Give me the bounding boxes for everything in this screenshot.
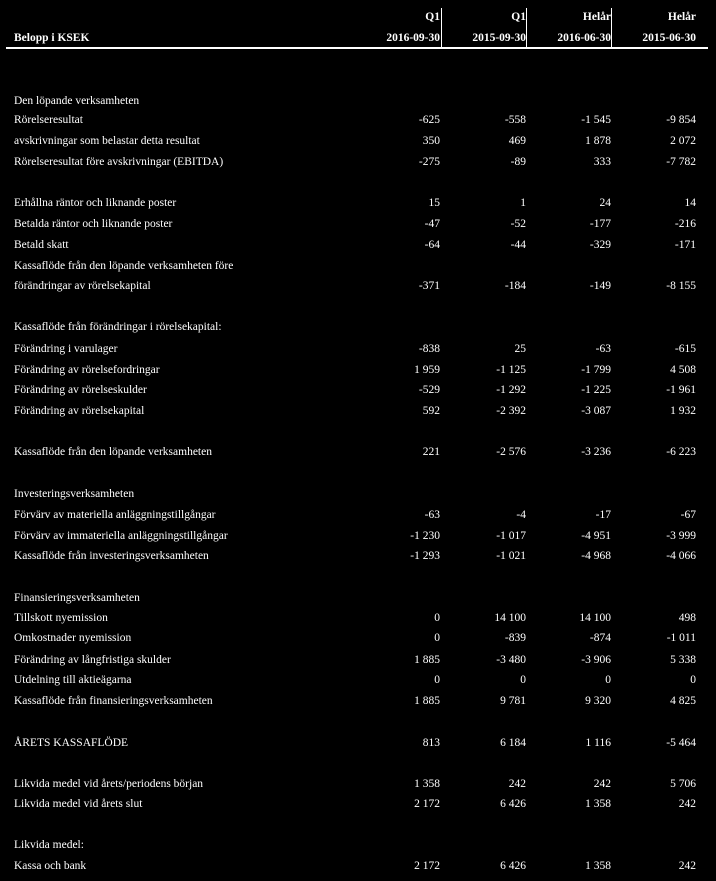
row-value-col-3	[527, 257, 611, 275]
row-value-col-4: 0	[690, 674, 696, 686]
row-value-col-1: 1 885	[414, 695, 440, 707]
row-value-col-3: -1 799	[581, 364, 611, 376]
row-value-col-1: 592	[422, 405, 440, 417]
row-value-col-4: -5 464	[666, 737, 696, 749]
row-label: Förändring av rörelseskulder	[14, 384, 147, 396]
date-col-3: 2016-06-30	[557, 32, 611, 44]
row-label: Tillskott nyemission	[14, 612, 108, 624]
row-value-col-1	[356, 485, 440, 503]
table-row	[0, 92, 716, 110]
row-label: Kassaflöde från investeringsverksamheten	[14, 550, 209, 562]
row-value-col-2: -2 576	[496, 446, 526, 458]
row-value-col-4: 5 706	[670, 778, 696, 790]
period-col-1: Q1	[425, 11, 440, 23]
column-divider	[441, 8, 442, 48]
table-row	[0, 795, 716, 813]
row-value-col-4	[612, 589, 696, 607]
row-value-col-3: 9 320	[585, 695, 611, 707]
table-row	[0, 629, 716, 647]
row-value-col-2: 6 426	[500, 798, 526, 810]
row-value-col-4: -615	[674, 343, 696, 355]
row-value-col-3: -149	[589, 280, 611, 292]
row-value-col-4: 4 825	[670, 695, 696, 707]
row-label: ÅRETS KASSAFLÖDE	[14, 737, 129, 749]
row-value-col-4	[612, 318, 696, 336]
column-divider	[611, 8, 612, 48]
row-value-col-2: -1 125	[496, 364, 526, 376]
table-row	[0, 692, 716, 710]
row-value-col-1	[356, 589, 440, 607]
row-label: Likvida medel:	[14, 839, 84, 851]
row-value-col-2: -4	[516, 509, 526, 521]
row-value-col-1	[356, 318, 440, 336]
date-col-1: 2016-09-30	[386, 32, 440, 44]
row-value-col-4: 2 072	[670, 135, 696, 147]
row-value-col-1: 2 172	[414, 860, 440, 872]
row-value-col-3	[527, 92, 611, 110]
row-label: Likvida medel vid årets/periodens början	[14, 778, 204, 790]
row-value-col-4	[612, 257, 696, 275]
table-row	[0, 153, 716, 171]
row-value-col-3	[527, 589, 611, 607]
row-value-col-4	[612, 92, 696, 110]
row-value-col-4: -4 066	[666, 550, 696, 562]
row-value-col-1: 1 358	[414, 778, 440, 790]
row-value-col-2: -2 392	[496, 405, 526, 417]
row-value-col-3: -874	[589, 632, 611, 644]
row-value-col-1: -1 230	[410, 530, 440, 542]
row-value-col-2	[442, 92, 526, 110]
row-value-col-3: -177	[589, 218, 611, 230]
table-row	[0, 257, 716, 275]
row-value-col-4: 5 338	[670, 654, 696, 666]
row-value-col-1	[356, 257, 440, 275]
table-row	[0, 236, 716, 254]
row-label: Omkostnader nyemission	[14, 632, 132, 644]
row-label: Finansieringsverksamheten	[14, 592, 140, 604]
row-value-col-2: -839	[504, 632, 526, 644]
row-value-col-1: 1 885	[414, 654, 440, 666]
row-value-col-1: 2 172	[414, 798, 440, 810]
table-row	[0, 734, 716, 752]
row-value-col-3: 1 358	[585, 860, 611, 872]
row-label: Den löpande verksamheten	[14, 95, 140, 107]
row-value-col-1: 15	[428, 197, 440, 209]
table-row	[0, 857, 716, 875]
row-value-col-3: -329	[589, 239, 611, 251]
table-row	[0, 527, 716, 545]
row-label: Betalda räntor och liknande poster	[14, 218, 173, 230]
row-value-col-1: 1 959	[414, 364, 440, 376]
row-value-col-1: -275	[418, 156, 440, 168]
row-value-col-1: -371	[418, 280, 440, 292]
row-value-col-3: 0	[605, 674, 611, 686]
row-value-col-2: -1 292	[496, 384, 526, 396]
row-value-col-3: 242	[593, 778, 611, 790]
table-row	[0, 775, 716, 793]
row-label: Investeringsverksamheten	[14, 488, 135, 500]
row-value-col-2	[442, 485, 526, 503]
table-row	[0, 215, 716, 233]
table-row	[0, 277, 716, 295]
row-value-col-2: 0	[520, 674, 526, 686]
row-label: Förändring av långfristiga skulder	[14, 654, 171, 666]
row-value-col-4: -8 155	[666, 280, 696, 292]
row-value-col-1: 0	[434, 632, 440, 644]
row-label: avskrivningar som belastar detta resultat	[14, 135, 200, 147]
table-row	[0, 194, 716, 212]
period-col-2: Q1	[511, 11, 526, 23]
row-value-col-3: -17	[595, 509, 611, 521]
row-value-col-1: 221	[422, 446, 440, 458]
row-label: Kassaflöde från den löpande verksamheten	[14, 446, 212, 458]
row-value-col-4: 242	[678, 860, 696, 872]
row-value-col-3	[527, 318, 611, 336]
row-value-col-2	[442, 589, 526, 607]
row-value-col-2: -3 480	[496, 654, 526, 666]
row-label: Likvida medel vid årets slut	[14, 798, 143, 810]
table-row	[0, 506, 716, 524]
row-value-col-2: 242	[508, 778, 526, 790]
row-label: Betald skatt	[14, 239, 69, 251]
row-value-col-4: 14	[684, 197, 696, 209]
row-label: Kassa och bank	[14, 860, 87, 872]
row-value-col-3: 333	[593, 156, 611, 168]
row-value-col-2: 9 781	[500, 695, 526, 707]
table-row	[0, 443, 716, 461]
row-value-col-3: -3 236	[581, 446, 611, 458]
date-col-2: 2015-09-30	[472, 32, 526, 44]
row-value-col-1: 0	[434, 612, 440, 624]
row-value-col-1: 813	[422, 737, 440, 749]
table-row	[0, 318, 716, 336]
table-row	[0, 111, 716, 129]
row-value-col-4: -6 223	[666, 446, 696, 458]
table-row	[0, 361, 716, 379]
row-value-col-2: -1 021	[496, 550, 526, 562]
row-label: Förvärv av materiella anläggningstillgångar	[14, 509, 216, 521]
row-label: Förvärv av immateriella anläggningstillgångar	[14, 530, 228, 542]
row-value-col-1	[356, 836, 440, 854]
row-value-col-2: -44	[510, 239, 526, 251]
row-label: Förändring av rörelsekapital	[14, 405, 145, 417]
row-value-col-3: 1 878	[585, 135, 611, 147]
row-value-col-2	[442, 257, 526, 275]
row-value-col-3: 1 358	[585, 798, 611, 810]
table-row	[0, 402, 716, 420]
period-col-3: Helår	[582, 11, 611, 23]
period-col-4: Helår	[667, 11, 696, 23]
row-label: Erhållna räntor och liknande poster	[14, 197, 177, 209]
row-value-col-2: -89	[510, 156, 526, 168]
row-value-col-1: -529	[418, 384, 440, 396]
table-row	[0, 340, 716, 358]
table-row	[0, 485, 716, 503]
row-value-col-1: -625	[418, 114, 440, 126]
row-value-col-2: -184	[504, 280, 526, 292]
row-label: förändringar av rörelsekapital	[14, 280, 151, 292]
row-value-col-3: 24	[599, 197, 611, 209]
row-value-col-4: -216	[674, 218, 696, 230]
row-value-col-3	[527, 836, 611, 854]
row-value-col-4: 4 508	[670, 364, 696, 376]
row-value-col-1: -47	[424, 218, 440, 230]
row-value-col-2: -1 017	[496, 530, 526, 542]
row-value-col-3: 14 100	[579, 612, 611, 624]
row-value-col-4: -3 999	[666, 530, 696, 542]
row-value-col-1: -838	[418, 343, 440, 355]
table-row	[0, 589, 716, 607]
row-label: Utdelning till aktieägarna	[14, 674, 132, 686]
header-rule	[6, 47, 708, 49]
row-value-col-2: -558	[504, 114, 526, 126]
row-value-col-4: 242	[678, 798, 696, 810]
row-value-col-1: 350	[422, 135, 440, 147]
amount-unit-label: Belopp i KSEK	[14, 32, 90, 44]
date-col-4: 2015-06-30	[642, 32, 696, 44]
row-value-col-3: -4 968	[581, 550, 611, 562]
row-label: Förändring i varulager	[14, 343, 118, 355]
row-value-col-3: -4 951	[581, 530, 611, 542]
table-row	[0, 132, 716, 150]
row-label: Kassaflöde från förändringar i rörelsekapital:	[14, 321, 222, 333]
column-divider	[526, 8, 527, 48]
row-value-col-3: 1 116	[585, 737, 611, 749]
row-value-col-1: -64	[424, 239, 440, 251]
row-value-col-1	[356, 92, 440, 110]
row-value-col-1: -1 293	[410, 550, 440, 562]
row-value-col-2: -52	[510, 218, 526, 230]
row-label: Rörelseresultat	[14, 114, 83, 126]
row-value-col-4: -9 854	[666, 114, 696, 126]
table-row	[0, 651, 716, 669]
row-label: Rörelseresultat före avskrivningar (EBITDA)	[14, 156, 224, 168]
row-value-col-4: 498	[678, 612, 696, 624]
row-value-col-4: -67	[680, 509, 696, 521]
table-row	[0, 671, 716, 689]
row-value-col-4	[612, 836, 696, 854]
row-value-col-2: 6 184	[500, 737, 526, 749]
table-row	[0, 381, 716, 399]
row-value-col-2: 6 426	[500, 860, 526, 872]
table-row	[0, 609, 716, 627]
row-value-col-2: 14 100	[494, 612, 526, 624]
row-value-col-3: -1 225	[581, 384, 611, 396]
row-value-col-3: -1 545	[581, 114, 611, 126]
row-value-col-4: -1 961	[666, 384, 696, 396]
row-value-col-2: 469	[508, 135, 526, 147]
table-row	[0, 547, 716, 565]
row-value-col-4: 1 932	[670, 405, 696, 417]
row-value-col-4: -7 782	[666, 156, 696, 168]
row-value-col-4	[612, 485, 696, 503]
row-value-col-3: -3 906	[581, 654, 611, 666]
row-value-col-2: 25	[514, 343, 526, 355]
row-value-col-1: 0	[434, 674, 440, 686]
row-value-col-3: -3 087	[581, 405, 611, 417]
row-label: Förändring av rörelsefordringar	[14, 364, 160, 376]
row-value-col-4: -171	[674, 239, 696, 251]
row-value-col-3: -63	[595, 343, 611, 355]
row-value-col-1: -63	[424, 509, 440, 521]
row-label: Kassaflöde från finansieringsverksamheten	[14, 695, 213, 707]
header-period-row	[0, 8, 716, 26]
header-date-row	[0, 29, 716, 47]
row-value-col-2: 1	[520, 197, 526, 209]
row-value-col-4: -1 011	[666, 632, 696, 644]
row-label: Kassaflöde från den löpande verksamheten före	[14, 260, 234, 272]
row-value-col-3	[527, 485, 611, 503]
table-row	[0, 836, 716, 854]
row-value-col-2	[442, 836, 526, 854]
row-value-col-2	[442, 318, 526, 336]
